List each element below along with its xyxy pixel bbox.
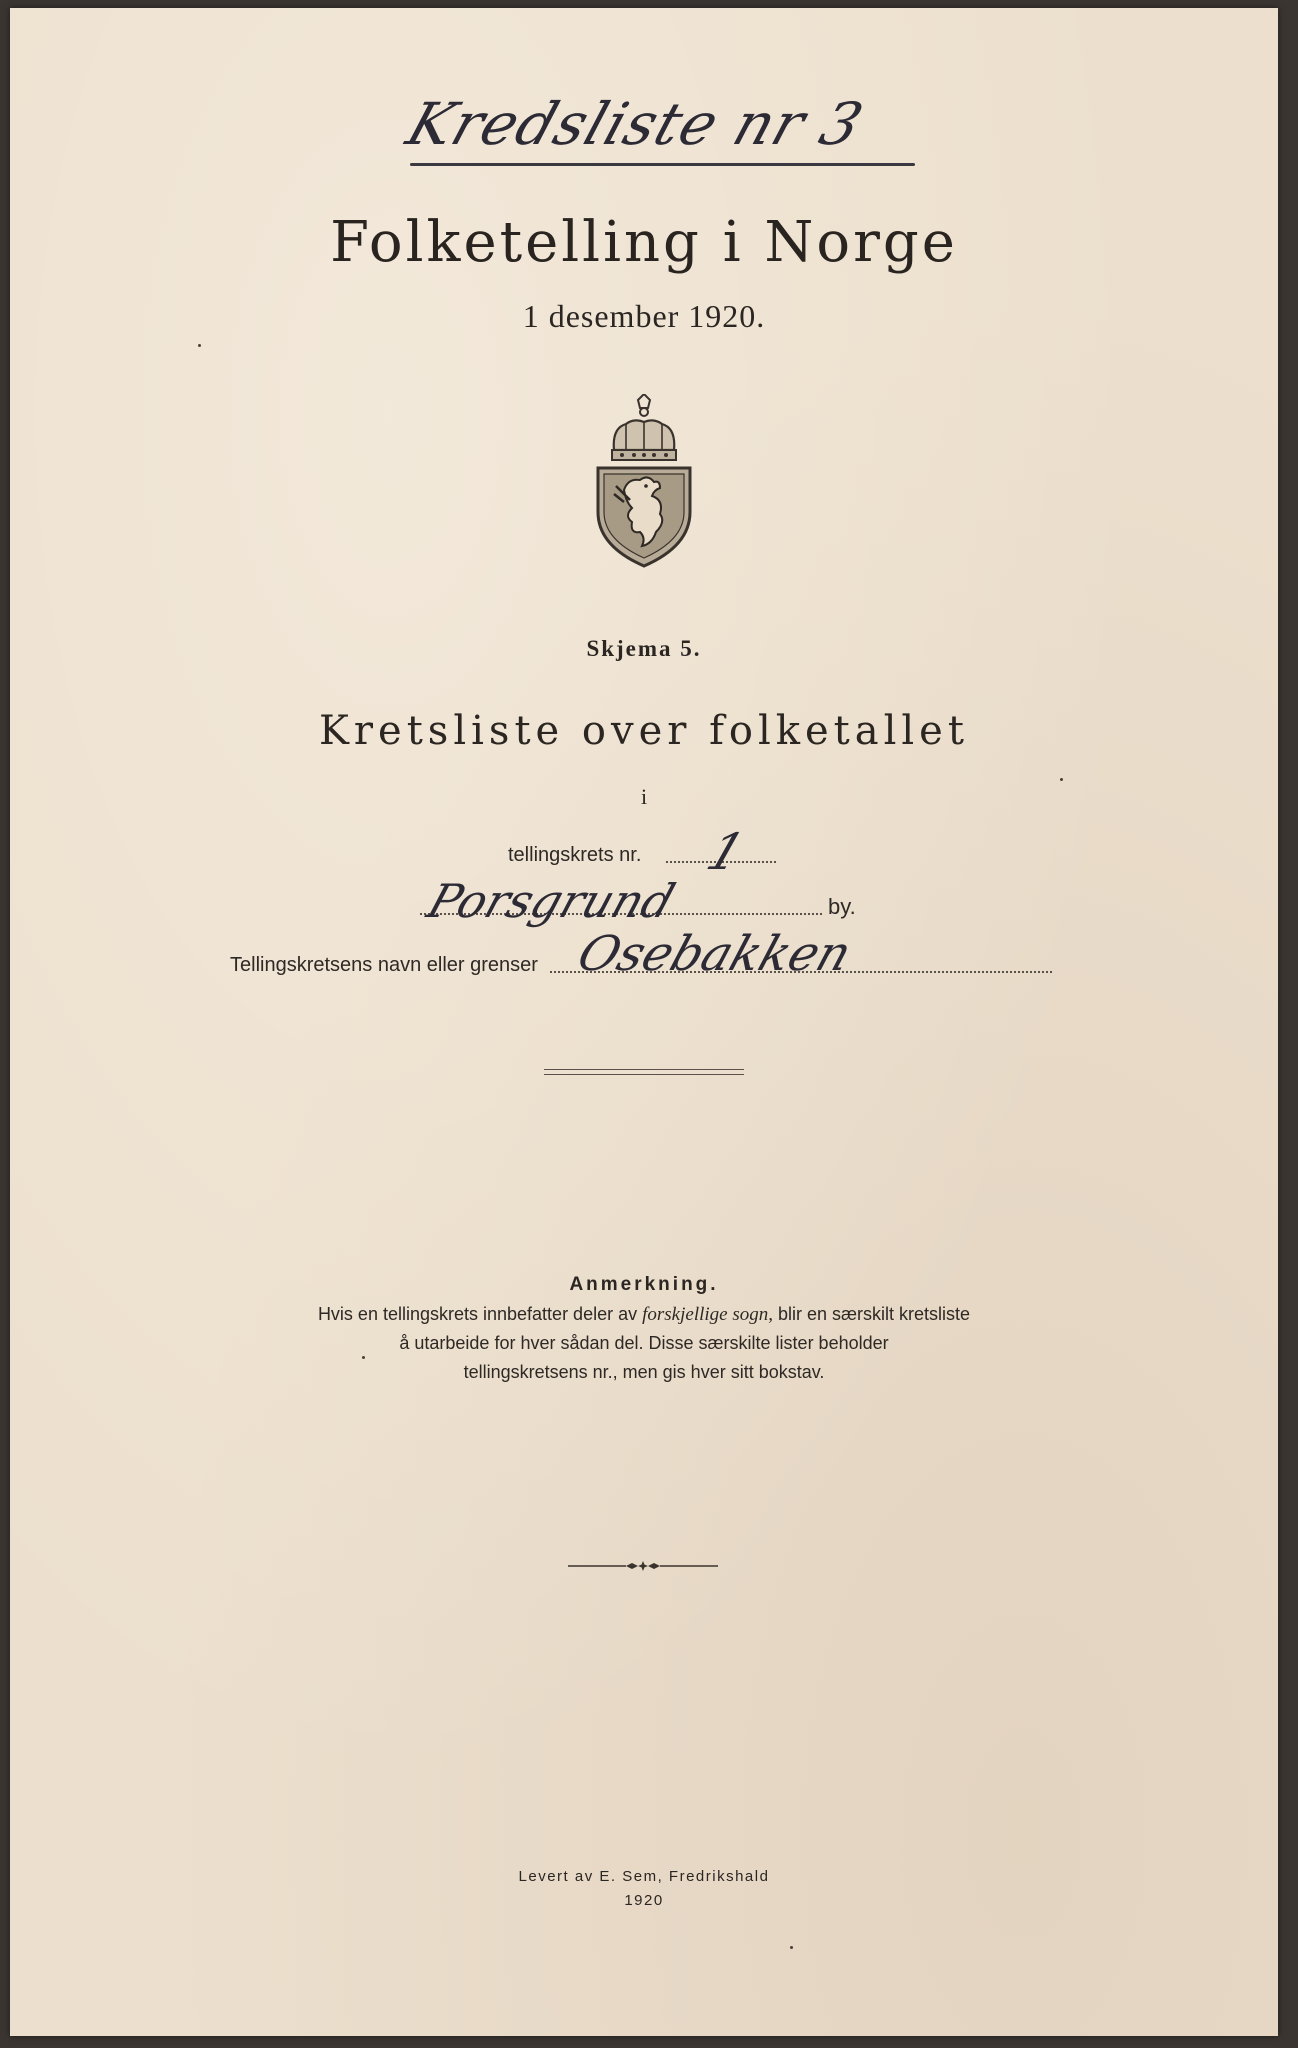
note-line-3: tellingskretsens nr., men gis hver sitt bokstav. (463, 1362, 825, 1382)
form-subtitle: Kretsliste over folketallet (319, 708, 969, 754)
page-title: Folketelling i Norge (330, 210, 958, 275)
paper-speck (362, 1356, 365, 1359)
paper-speck (1060, 778, 1063, 781)
printer-year: 1920 (624, 1892, 664, 1909)
tellingskrets-nr-label: tellingskrets nr. (508, 844, 642, 866)
section-divider (544, 1069, 744, 1075)
ornament-divider-icon (568, 1560, 718, 1572)
paper-speck (198, 344, 201, 347)
handwritten-underline (410, 163, 915, 166)
handwritten-list-label: Kredsliste nr 3 (398, 90, 872, 158)
note-line-1-end: blir en særskilt kretsliste (773, 1304, 971, 1324)
handwritten-city-name: Porsgrund (421, 874, 682, 928)
note-line-2: å utarbeide for hver sådan del. Disse særskilte lister beholder (399, 1333, 889, 1353)
printer-credit: Levert av E. Sem, Fredrikshald (518, 1868, 770, 1885)
preposition-text: i (640, 784, 648, 809)
note-line-1 (10, 1300, 1278, 1329)
note-line-1-start: Hvis en tellingskrets innbefatter deler av (317, 1304, 643, 1324)
handwritten-tellingskrets-nr: 1 (699, 823, 753, 881)
note-heading: Anmerkning. (569, 1274, 719, 1295)
census-date: 1 desember 1920. (522, 298, 766, 334)
paper-speck (790, 1946, 793, 1949)
schema-number: Skjema 5. (586, 636, 702, 661)
krets-name-label: Tellingskretsens navn eller grenser (230, 954, 538, 976)
document-page (10, 8, 1278, 2036)
note-body (10, 1300, 1278, 1387)
norwegian-coat-of-arms-icon (594, 394, 694, 569)
note-emphasis: forskjellige sogn, (642, 1304, 773, 1325)
handwritten-krets-name: Osebakken (570, 926, 859, 982)
city-suffix-label: by. (828, 894, 856, 919)
